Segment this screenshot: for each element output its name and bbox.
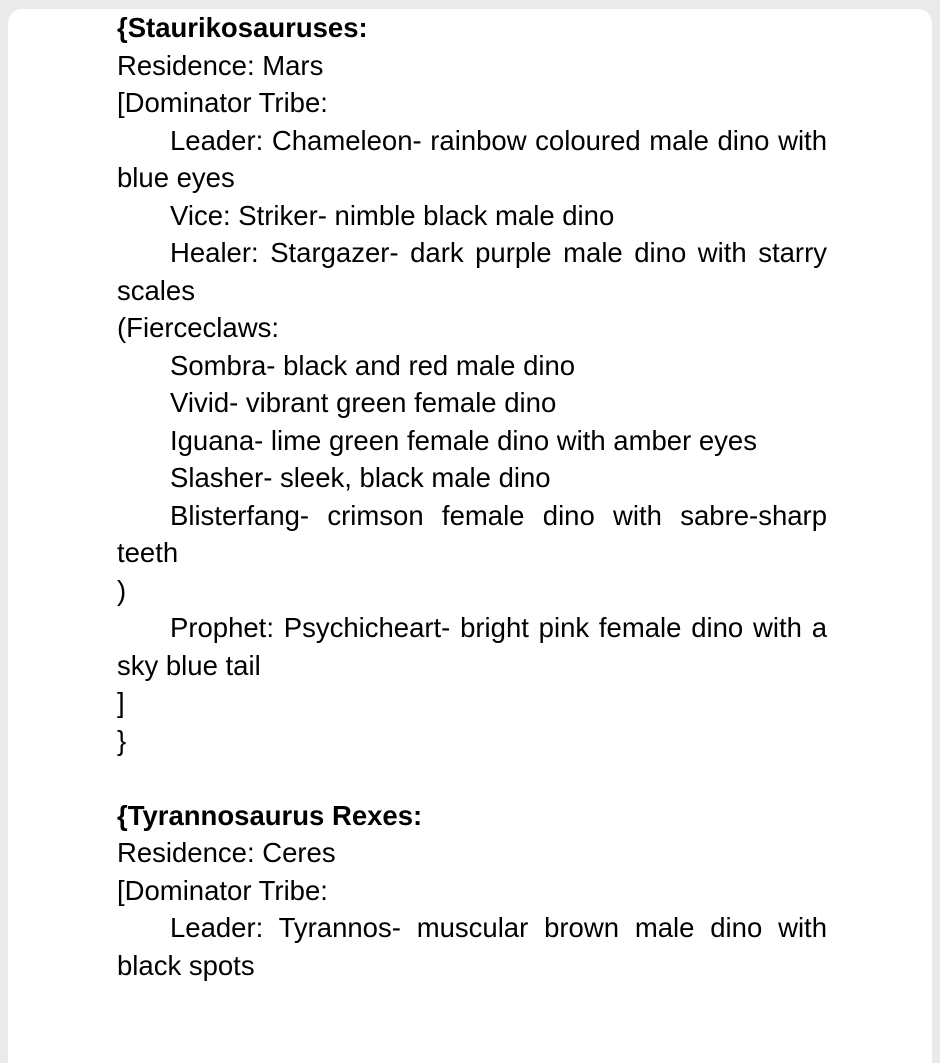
text-line: Healer: Stargazer- dark purple male dino with starry	[170, 237, 827, 268]
text-line: {Tyrannosaurus Rexes:	[117, 799, 423, 831]
text-line	[117, 759, 827, 797]
text-line: sky blue tail	[117, 649, 261, 681]
text-line: Sombra- black and red male dino	[170, 349, 576, 381]
text-line: Prophet: Psychicheart- bright pink female dino with a	[170, 612, 827, 643]
text-line: black spots	[117, 949, 255, 981]
text-line: Leader: Tyrannos- muscular brown male dino with	[170, 912, 827, 943]
text-line: }	[117, 724, 127, 756]
document-page[interactable]	[8, 9, 932, 1063]
text-line: {Staurikosauruses:	[117, 12, 368, 43]
text-line: )	[117, 574, 127, 606]
text-line: Vivid- vibrant green female dino	[170, 387, 557, 418]
text-line: scales	[117, 274, 195, 306]
text-line: Slasher- sleek, black male dino	[170, 462, 551, 493]
text-line: [Dominator Tribe:	[117, 87, 328, 118]
text-line: Leader: Chameleon- rainbow coloured male dino with	[170, 124, 827, 156]
text-line: Residence: Ceres	[117, 837, 336, 868]
text-line: Blisterfang- crimson female dino with sabre-sharp	[170, 499, 827, 531]
document-content	[8, 9, 932, 984]
text-line: Residence: Mars	[117, 49, 324, 81]
text-line: ]	[117, 687, 125, 718]
text-line: (Fierceclaws:	[117, 312, 279, 343]
text-line: Vice: Striker- nimble black male dino	[170, 199, 615, 231]
text-line: Iguana- lime green female dino with amber eyes	[170, 424, 757, 456]
text-line: blue eyes	[117, 162, 235, 193]
text-line: [Dominator Tribe:	[117, 874, 328, 906]
text-line: teeth	[117, 537, 179, 568]
